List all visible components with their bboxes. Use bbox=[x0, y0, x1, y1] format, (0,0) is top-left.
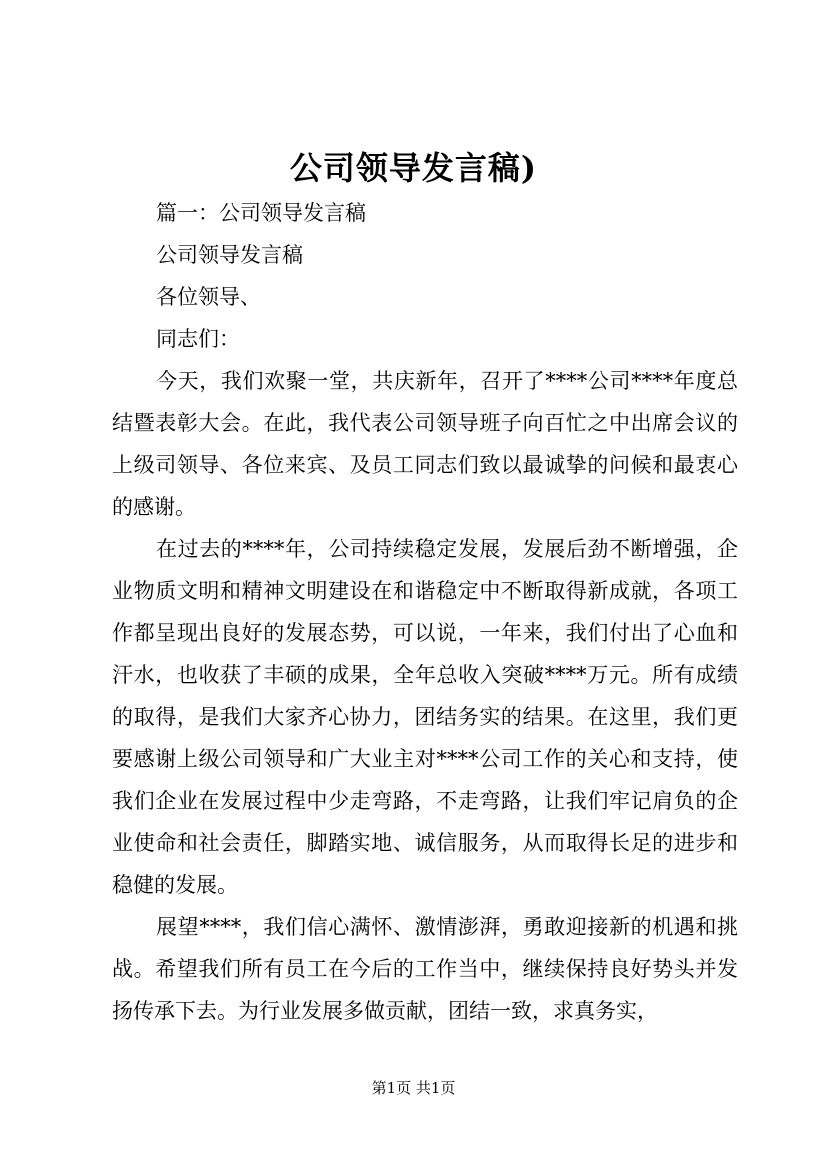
paragraph-subtitle: 公司领导发言稿 bbox=[156, 243, 303, 267]
document-body bbox=[112, 192, 738, 1032]
paragraph-salutation-leaders: 各位领导、 bbox=[156, 285, 261, 309]
paragraph-review: 在过去的****年，公司持续稳定发展，发展后劲不断增强，企业物质文明和精神文明建设在和谐稳定中不断取得新成就，各项工作都呈现出良好的发展态势，可以说，一年来，我们付出了心血和汗水，也收获了丰硕的成果，全年总收入突破****万元。所有成绩的取得，是我们大家齐心协力，团结务实的结果。在这里，我们更要感谢上级公司领导和广大业主对****公司工作的关心和支持，使我们企业在发展过程中少走弯路，不走弯路，让我们牢记肩负的企业使命和社会责任，脚踏实地、诚信服务，从而取得长足的进步和稳健的发展。 bbox=[112, 537, 738, 897]
paragraph-opening: 今天，我们欢聚一堂，共庆新年，召开了****公司****年度总结暨表彰大会。在此，我代表公司领导班子向百忙之中出席会议的上级司领导、各位来宾、及员工同志们致以最诚挚的问候和最衷心的感谢。 bbox=[112, 369, 738, 519]
paragraph-outlook: 展望****，我们信心满怀、激情澎湃，勇敢迎接新的机遇和挑战。希望我们所有员工在今后的工作当中，继续保持良好势头并发扬传承下去。为行业发展多做贡献，团结一致，求真务实， bbox=[112, 915, 738, 1023]
document-title: 公司领导发言稿) bbox=[289, 149, 538, 187]
paragraph-section-heading: 篇一：公司领导发言稿 bbox=[156, 201, 366, 225]
page-footer: 第1页 共1页 bbox=[371, 1079, 456, 1097]
paragraph-salutation-comrades: 同志们： bbox=[156, 327, 240, 351]
